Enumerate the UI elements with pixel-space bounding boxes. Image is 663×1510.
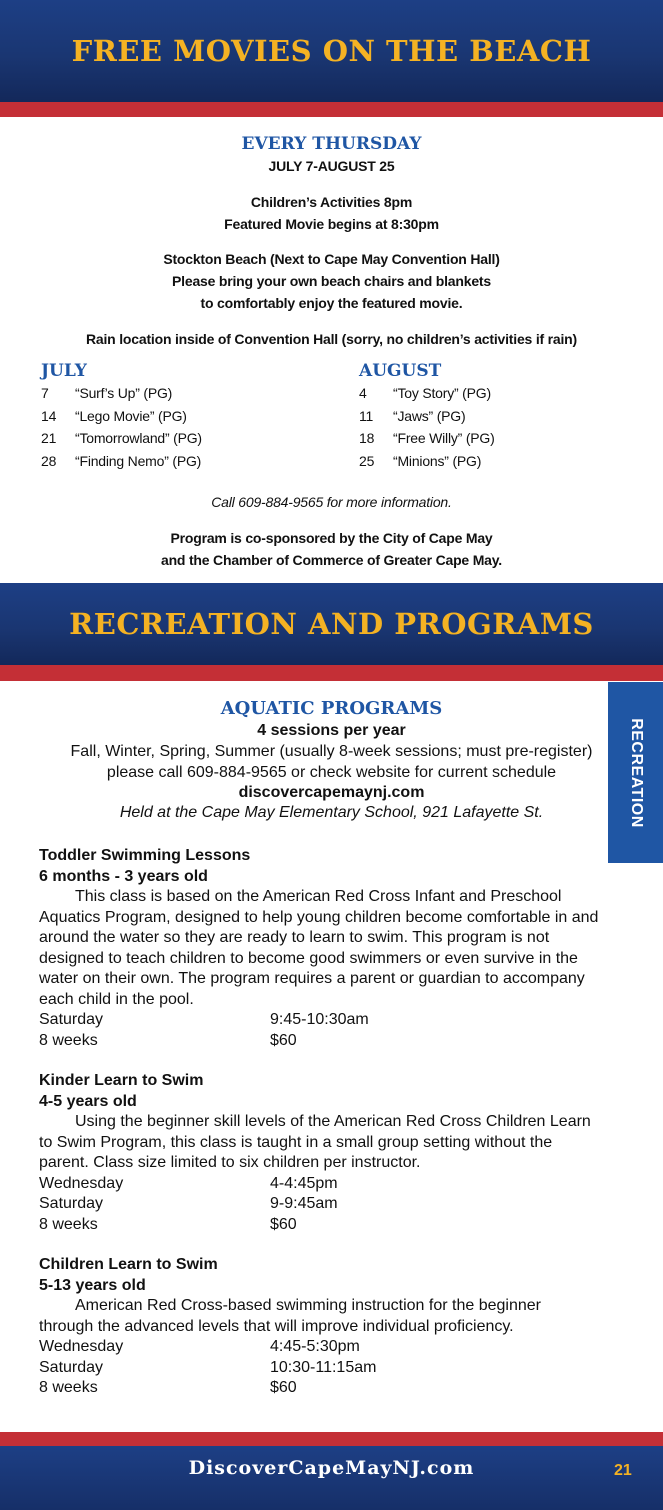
red-stripe-middle (0, 665, 663, 681)
movie-title: “Toy Story” (PG) (393, 385, 491, 401)
program-name: Toddler Swimming Lessons (39, 847, 251, 864)
location-line-2: Please bring your own beach chairs and blankets (172, 273, 491, 289)
schedule-value: $60 (270, 1215, 297, 1233)
sponsor-line-2: and the Chamber of Commerce of Greater Cape May. (160, 552, 502, 568)
program-children (39, 1255, 599, 1399)
schedule-row (39, 1010, 599, 1031)
aquatic-website: discovercapemaynj.com (238, 784, 425, 801)
location-line-3: to comfortably enjoy the featured movie. (200, 295, 463, 311)
movies-banner (0, 0, 663, 102)
movie-day: 7 (41, 385, 49, 401)
activities-time: Children’s Activities 8pm (250, 194, 413, 210)
movie-row (41, 408, 331, 431)
july-heading: JULY (41, 361, 87, 381)
schedule-value: $60 (270, 1379, 297, 1396)
movie-title: “Lego Movie” (PG) (75, 407, 187, 424)
program-name: Kinder Learn to Swim (39, 1072, 204, 1089)
program-ages: 5-13 years old (39, 1276, 146, 1294)
schedule-row (39, 1358, 599, 1379)
program-ages: 4-5 years old (39, 1092, 137, 1110)
movie-day: 4 (359, 385, 367, 401)
aquatic-heading: AQUATIC PROGRAMS (220, 698, 443, 719)
movie-row (359, 453, 639, 476)
schedule-value: 9:45-10:30am (270, 1011, 369, 1028)
movie-row (359, 408, 639, 431)
schedule-row (39, 1174, 599, 1195)
schedule-day: Saturday (39, 1358, 104, 1376)
aquatic-seasons: Fall, Winter, Spring, Summer (usually 8-week sessions; must pre-register) (70, 743, 593, 760)
movie-day: 28 (41, 452, 57, 469)
movies-title: FREE MOVIES ON THE BEACH (71, 34, 592, 68)
program-description: This class is based on the American Red Cross Infant and Preschool Aquatics Program, designed to help young children become comfortable in and around the water so they are ready to learn to swim. This program is not designed to teach children to become good swimmers or even survive in the water on their own. The program requires a parent or guardian to accompany each child in the pool. (39, 888, 599, 1008)
schedule-day: 8 weeks (39, 1031, 98, 1049)
schedule-value: 9-9:45am (270, 1195, 338, 1212)
schedule-day: Saturday (39, 1195, 104, 1212)
schedule-value: 4:45-5:30pm (270, 1338, 360, 1355)
program-toddler (39, 846, 599, 1051)
movie-title: “Jaws” (PG) (393, 407, 466, 424)
schedule-row (39, 1337, 599, 1358)
program-name: Children Learn to Swim (39, 1256, 218, 1273)
recreation-title: RECREATION AND PROGRAMS (69, 607, 594, 641)
movie-day: 25 (359, 452, 375, 469)
page-number: 21 (614, 1462, 632, 1479)
red-stripe-top (0, 102, 663, 117)
featured-time: Featured Movie begins at 8:30pm (224, 216, 439, 232)
movie-title: “Finding Nemo” (PG) (75, 452, 202, 469)
schedule-day: 8 weeks (39, 1215, 98, 1233)
movie-day: 11 (359, 407, 374, 424)
program-ages: 6 months - 3 years old (39, 867, 208, 885)
footer-website: DiscoverCapeMayNJ.com (188, 1457, 475, 1479)
movie-title: “Free Willy” (PG) (393, 430, 495, 447)
movie-dates: JULY 7-AUGUST 25 (268, 158, 395, 174)
movie-row (41, 453, 331, 476)
august-heading: AUGUST (359, 361, 442, 381)
movie-title: “Minions” (PG) (393, 452, 482, 469)
movie-day: 18 (359, 430, 375, 447)
movie-row (359, 385, 639, 408)
movie-day: 21 (41, 430, 57, 447)
schedule-day: Saturday (39, 1011, 104, 1028)
schedule-value: 4-4:45pm (270, 1174, 338, 1192)
schedule-row (39, 1378, 599, 1399)
program-description: American Red Cross-based swimming instruction for the beginner through the advanced levels that will improve individual proficiency. (39, 1297, 541, 1335)
movie-row (41, 385, 331, 408)
movie-row (359, 430, 639, 453)
schedule-day: Wednesday (39, 1174, 124, 1192)
aquatic-location: Held at the Cape May Elementary School, 921 Lafayette St. (119, 804, 544, 821)
every-thursday-heading: EVERY THURSDAY (241, 134, 422, 154)
red-stripe-footer (0, 1432, 663, 1446)
rain-location: Rain location inside of Convention Hall (sorry, no children’s activities if rain) (86, 331, 577, 347)
movie-row (41, 430, 331, 453)
recreation-banner (0, 583, 663, 665)
schedule-row (39, 1194, 599, 1215)
july-schedule (41, 361, 331, 475)
schedule-row (39, 1215, 599, 1236)
movie-title: “Surf’s Up” (PG) (75, 385, 173, 401)
movie-day: 14 (41, 407, 57, 424)
program-description: Using the beginner skill levels of the American Red Cross Children Learn to Swim Program, this class is taught in a small group setting without the parent. Class size limited to six children per instructor. (39, 1113, 591, 1171)
aquatic-sessions: 4 sessions per year (257, 722, 406, 739)
program-kinder (39, 1071, 599, 1235)
aquatic-call: please call 609-884-9565 or check website for current schedule (106, 764, 557, 781)
movie-title: “Tomorrowland” (PG) (75, 430, 202, 447)
schedule-value: $60 (270, 1031, 297, 1049)
location-line-1: Stockton Beach (Next to Cape May Convention Hall) (163, 251, 500, 267)
schedule-day: 8 weeks (39, 1379, 98, 1396)
sponsor-line-1: Program is co-sponsored by the City of Cape May (170, 530, 493, 546)
side-tab-label: RECREATION (627, 717, 645, 828)
schedule-value: 10:30-11:15am (270, 1358, 377, 1376)
schedule-row (39, 1031, 599, 1052)
schedule-day: Wednesday (39, 1338, 124, 1355)
august-schedule (359, 361, 639, 475)
call-info: Call 609-884-9565 for more information. (211, 494, 452, 510)
